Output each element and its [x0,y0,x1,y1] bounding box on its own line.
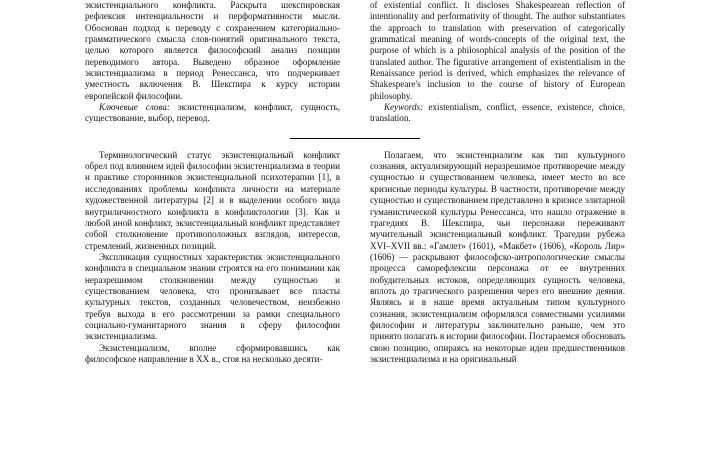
abstract-columns [85,0,624,125]
body-column-right [370,150,625,366]
abstract-russian [85,0,340,125]
body-paragraph: Полагаем, что экзистенциализм как тип культурного сознания, актуализирующий неразрешимое противоречие между сущностью и существованием человека, имеет место во все кризисные периоды культуры. В частности, противоречие между сущностью и существованием представлено в кризисе элитарной гуманистической культуры Ренессанса, что нашло отражение в трагедиях В. Шекспира, чьи персонажи переживают мучительный экзистенциальный конфликт. Трагедии рубежа XVI–XVII вв.: «Гамлет» (1601), «Макбет» (1606), «Король Лир» (1606) — раскрывают философско-антропологические смыслы процесса саморефлексии персонажа от ее внутренних побудительных истоков, определяющих сущность человека, вплоть до трагического разрешения через его внешние деяния. Являясь и в наше время актуальным типом культурного сознания, экзистенциализм оформлялся совместными усилиями философии и литературы заклинательно раньше, чем это принято полагать в истории философии. Постараемся обосновать свою позицию, опираясь на некоторые идеи предшественников экзистенциализма и на оригинальный [370,149,625,364]
divider-line [290,138,420,139]
abstract-en-text: of existential conflict. It discloses Shakespearean reflection of intentionality and performativity of thought. The author substantiates the approach to translation with preservation of categorically grammatical meaning of words-concepts of the original text, the purpose of which is a philosophical analysis of the position of the translated author. The figurative arrangement of existentialism in the Renaissance period is derived, which emphasizes the relevance of Shakespeare's inclusion to the course of history of European philosophy. [370,0,625,101]
body-paragraph: Экзистенциализм, вполне сформировавшись как философское направление в XX в., стоя на несколько десяти- [85,342,340,364]
body-columns [85,150,624,366]
keywords-ru-text: экзистенциализм, конфликт, сущность, существование, выбор, перевод. [85,102,340,124]
abstract-english [370,0,625,125]
body-paragraph: Экспликация сущностных характеристик экзистенциального конфликта в специальном знании строятся на его понимании как неразрешимом столкновении между сущностью и существованием человека, что пронизывает все пласты культурных текстов, созданных человечеством, неизбежно требуя выхода в его рассмотрении за рамки специального социально-гуманитарного знания в сферу философии экзистенциализма. [85,251,340,342]
keywords-en-text: existentialism, conflict, essence, existence, choice, translation. [370,102,625,124]
keywords-en [370,102,625,125]
body-column-left [85,150,340,366]
keywords-ru-label: Ключевые слова: [99,102,170,113]
abstract-ru-text: экзистенциального конфликта. Раскрыта шекспировская рефлексия интенциальности и перформативности мысли. Обоснован подход к переводу с сохранением категориально-грамматического смысла слов-понятий оригинального текста, целью которого является философский анализ позиции переводимого автора. Выведено образное оформление экзистенциализма в период Ренессанса, что подчеркивает уместность включения В. Шекспира к курсу истории европейской философии. [85,0,340,101]
section-divider [85,138,624,139]
keywords-ru [85,102,340,125]
keywords-en-label: Keywords: [384,102,424,113]
body-paragraph: Терминологический статус экзистенциальный конфликт обрел под влиянием идей философии экзистенциализма в теории и практике сторонников экзистенциальной психотерапии [1], в исследованиях проблемы конфликта личности на материале художественной литературы [2] и в выделении особого вида внутриличностного конфликта в конфликтологии [3]. Как и любой иной конфликт, экзистенциальный конфликт представляет собой столкновение противоположных взглядов, интересов, стремлений, жизненных позиций. [85,149,340,251]
